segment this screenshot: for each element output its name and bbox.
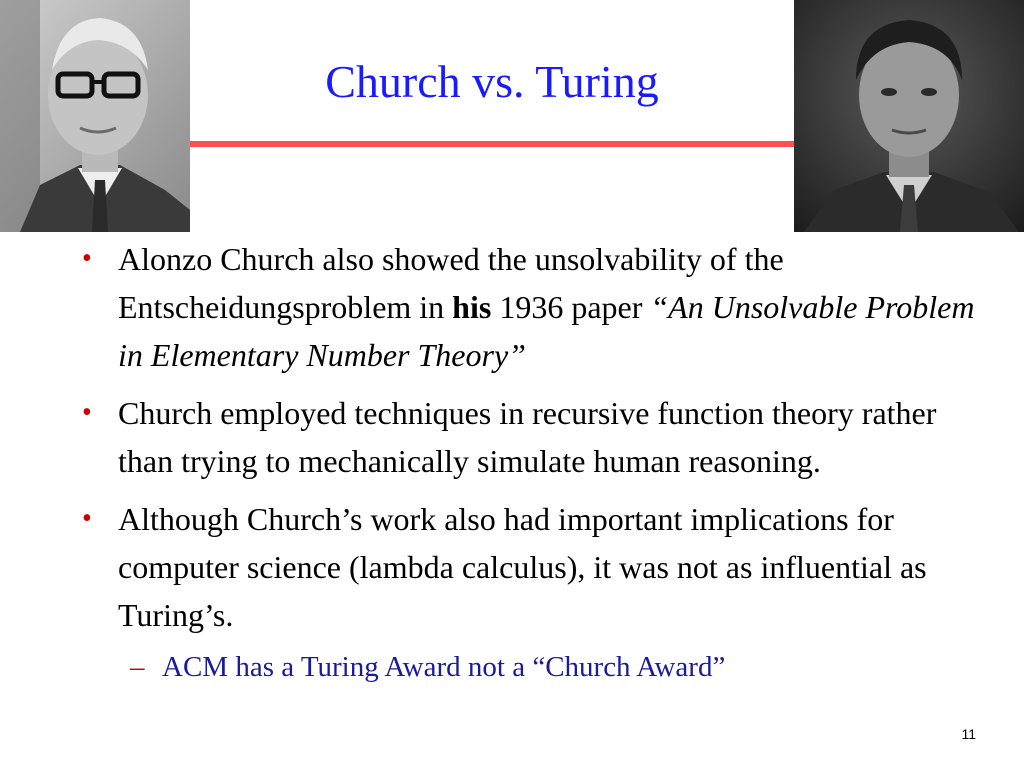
bullet-item	[78, 389, 978, 485]
bullet-bold-text: his	[452, 289, 492, 325]
bullet-icon: •	[82, 503, 92, 534]
portrait-church	[0, 0, 190, 232]
portrait-turing	[794, 0, 1024, 232]
slide-body	[78, 235, 978, 691]
bullet-text: Although Church’s work also had important implications for computer science (lambda calculus), it was not as influential as Turing’s.	[118, 501, 927, 633]
bullet-text: 1936 paper	[491, 289, 651, 325]
sub-bullet-text: ACM has a Turing Award not a “Church Award”	[162, 651, 726, 683]
dash-icon: –	[130, 651, 145, 683]
bullet-item	[78, 235, 978, 379]
slide-title: Church vs. Turing	[325, 56, 659, 107]
bullet-text: Alonzo Church also showed the unsolvability of the Entscheidungsproblem in	[118, 241, 784, 325]
bullet-item	[78, 495, 978, 639]
bullet-text: Church employed techniques in recursive function theory rather than trying to mechanically simulate human reasoning.	[118, 395, 937, 479]
page-number: 11	[961, 726, 976, 742]
bullet-icon: •	[82, 243, 92, 274]
sub-bullet-item	[78, 643, 978, 691]
paper-title: “An Unsolvable Problem in Elementary Number Theory”	[118, 289, 975, 373]
title-divider	[190, 141, 794, 147]
bullet-icon: •	[82, 397, 92, 428]
